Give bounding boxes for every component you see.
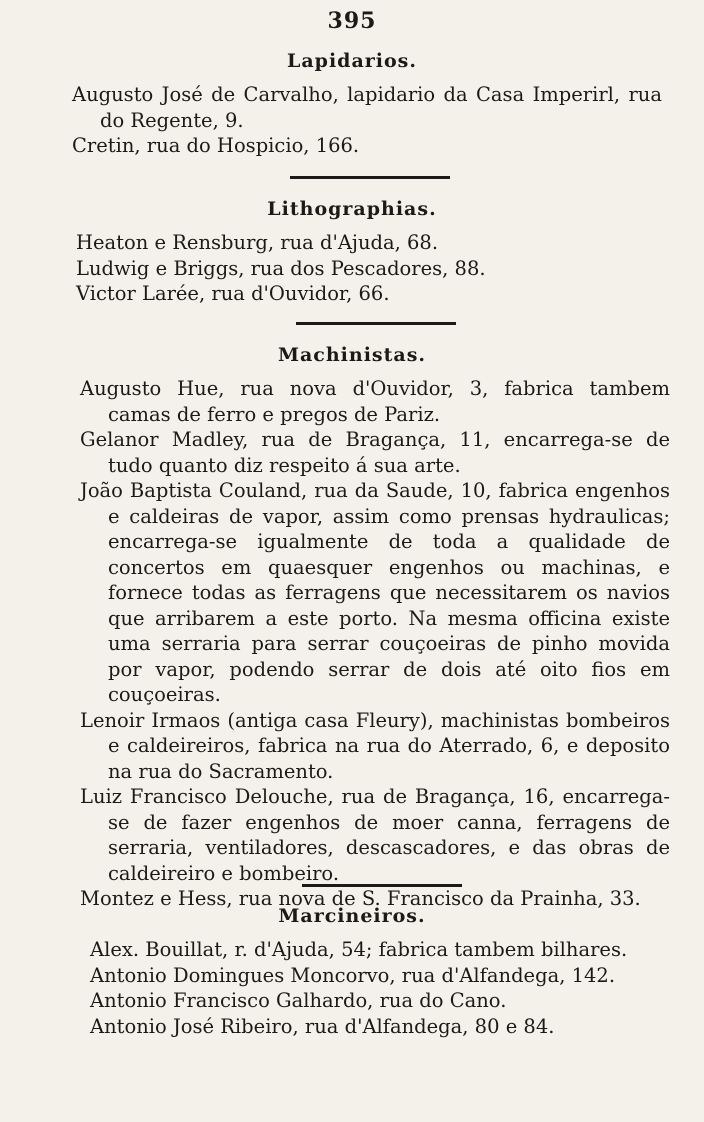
list-item: Augusto Hue, rua nova d'Ouvidor, 3, fabrica tambem camas de ferro e pregos de Pariz.	[80, 377, 670, 426]
list-item: João Baptista Couland, rua da Saude, 10, fabrica engenhos e caldeiras de vapor, assim como prensas hydraulicas; encarrega-se igualmente de toda a qualidade de concertos em quaesquer engenhos ou machinas, e fornece todas as ferragens que necessitarem os navios que arribarem a este porto. Na mesma officina existe uma serraria para serrar couçoeiras de pinho movida por vapor, podendo serrar de dois até oito fios em couçoeiras.	[80, 479, 670, 706]
list-item: Alex. Bouillat, r. d'Ajuda, 54; fabrica tambem bilhares.	[90, 938, 628, 961]
list-item: Augusto José de Carvalho, lapidario da Casa Imperirl, rua do Regente, 9.	[72, 83, 662, 132]
section-machinistas	[0, 344, 704, 912]
list-item: Gelanor Madley, rua de Bragança, 11, encarrega-se de tudo quanto diz respeito á sua arte.	[80, 428, 670, 477]
list-item: Heaton e Rensburg, rua d'Ajuda, 68.	[76, 231, 439, 254]
list-item: Antonio Francisco Galhardo, rua do Cano.	[90, 989, 507, 1012]
section-lithographias	[0, 198, 704, 307]
entry-list	[76, 230, 636, 307]
entry-list	[80, 376, 670, 912]
section-marcineiros	[0, 905, 704, 1039]
section-divider	[302, 884, 462, 887]
entry-list	[90, 937, 680, 1039]
page-number: 395	[327, 8, 377, 34]
section-divider	[296, 322, 456, 325]
section-title: Machinistas.	[277, 344, 427, 366]
list-item: Luiz Francisco Delouche, rua de Bragança, 16, encarrega-se de fazer engenhos de moer canna, ferragens de serraria, ventiladores, descascadores, e das obras de caldeireiro e bombeiro.	[80, 785, 670, 885]
list-item: Ludwig e Briggs, rua dos Pescadores, 88.	[76, 256, 486, 280]
section-title: Lapidarios.	[287, 50, 417, 72]
section-title: Marcineiros.	[278, 905, 426, 927]
section-divider	[290, 176, 450, 179]
entry-list	[72, 82, 662, 159]
list-item: Lenoir Irmaos (antiga casa Fleury), machinistas bombeiros e caldeireiros, fabrica na rua do Aterrado, 6, e deposito na rua do Sacramento.	[80, 708, 670, 783]
list-item: Montez e Hess, rua nova de S. Francisco da Prainha, 33.	[80, 887, 641, 910]
list-item: Antonio Domingues Moncorvo, rua d'Alfandega, 142.	[90, 963, 616, 987]
section-title: Lithographias.	[267, 198, 437, 220]
list-item: Victor Larée, rua d'Ouvidor, 66.	[76, 282, 390, 305]
section-lapidarios	[0, 50, 704, 159]
list-item: Antonio José Ribeiro, rua d'Alfandega, 80 e 84.	[90, 1014, 555, 1038]
list-item: Cretin, rua do Hospicio, 166.	[72, 134, 360, 157]
